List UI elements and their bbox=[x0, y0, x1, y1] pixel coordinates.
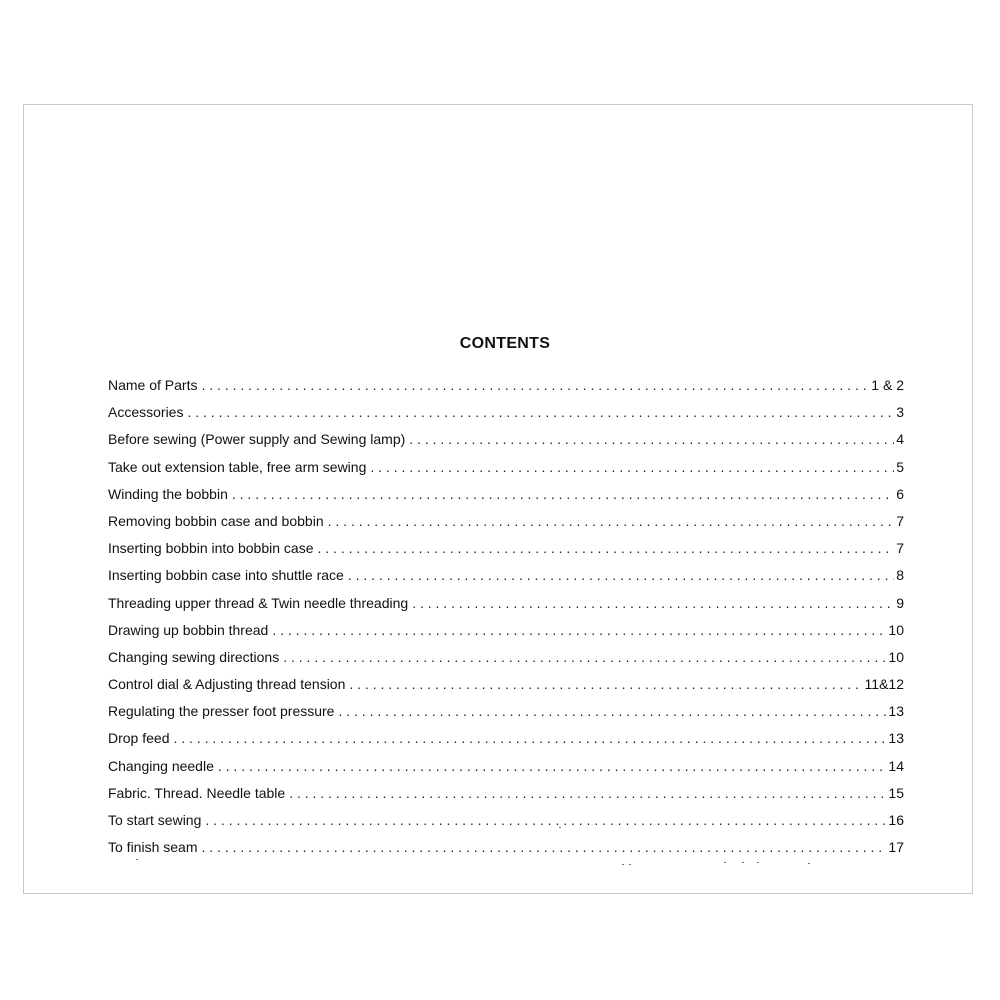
toc-entry-label: Drop feed bbox=[108, 730, 170, 747]
toc-entry bbox=[108, 486, 904, 513]
toc-entry-page: 9 bbox=[896, 594, 904, 611]
dot-leader bbox=[201, 377, 869, 393]
toc-entry-page: 15 bbox=[888, 784, 904, 801]
toc-entry-label: Regulating the presser foot pressure bbox=[108, 703, 335, 720]
toc-entry-label: Removing bobbin case and bobbin bbox=[108, 512, 324, 529]
toc-entry-page: 10 bbox=[888, 648, 904, 665]
toc-entry-label: Winding the bobbin bbox=[108, 485, 228, 502]
table-of-contents bbox=[108, 377, 904, 866]
toc-entry-page: 6 bbox=[896, 485, 904, 502]
toc-entry-page: 5 bbox=[896, 458, 904, 475]
scan-speck bbox=[808, 863, 810, 864]
dot-leader bbox=[328, 513, 895, 529]
toc-entry-page: 3 bbox=[896, 404, 904, 421]
dot-leader bbox=[187, 404, 894, 420]
toc-entry bbox=[108, 622, 904, 649]
toc-entry bbox=[108, 377, 904, 404]
scan-speck bbox=[559, 827, 561, 828]
toc-entry-label: Changing sewing directions bbox=[108, 648, 280, 665]
toc-entry-label: Threading upper thread & Twin needle threading bbox=[108, 594, 409, 611]
scan-speck bbox=[724, 862, 726, 863]
toc-entry-page: 14 bbox=[888, 757, 904, 774]
dot-leader bbox=[348, 567, 894, 583]
dot-leader bbox=[412, 595, 894, 611]
dot-leader bbox=[283, 649, 886, 665]
dot-leader bbox=[218, 758, 887, 774]
toc-entry bbox=[108, 459, 904, 486]
toc-entry-label: To finish seam bbox=[108, 839, 198, 856]
toc-entry-page: 10 bbox=[888, 621, 904, 638]
dot-leader bbox=[289, 785, 886, 801]
dot-leader bbox=[370, 459, 894, 475]
toc-entry-label: Inserting bobbin case into shuttle race bbox=[108, 567, 344, 584]
toc-entry-label: Fabric. Thread. Needle table bbox=[108, 784, 286, 801]
toc-entry-label: Control dial & Adjusting thread tension bbox=[108, 676, 346, 693]
toc-entry bbox=[108, 812, 904, 839]
toc-entry-label: Before sewing (Power supply and Sewing lamp) bbox=[108, 431, 406, 448]
toc-entry bbox=[108, 431, 904, 458]
toc-entry-page: 8 bbox=[896, 567, 904, 584]
scan-speck bbox=[622, 864, 624, 865]
toc-entry bbox=[108, 567, 904, 594]
toc-entry-page: 7 bbox=[896, 512, 904, 529]
dot-leader bbox=[272, 622, 886, 638]
scan-speck bbox=[136, 859, 138, 860]
toc-entry-label: Accessories bbox=[108, 404, 184, 421]
scan-speck bbox=[757, 862, 759, 863]
scan-speck bbox=[629, 864, 631, 865]
toc-entry-page: 11&12 bbox=[864, 676, 904, 693]
toc-entry bbox=[108, 703, 904, 730]
toc-entry-page: 16 bbox=[888, 812, 904, 828]
toc-entry bbox=[108, 839, 904, 866]
toc-entry-page: 7 bbox=[896, 540, 904, 557]
document-sheet bbox=[23, 104, 973, 894]
contents-title: CONTENTS bbox=[459, 335, 551, 352]
scan-speck bbox=[742, 862, 744, 863]
toc-entry-page: 13 bbox=[888, 703, 904, 720]
toc-entry-label: Take out extension table, free arm sewing bbox=[108, 458, 367, 475]
toc-entry bbox=[108, 758, 904, 785]
toc-entry-label: To start sewing bbox=[108, 812, 202, 828]
dot-leader bbox=[338, 703, 886, 719]
toc-entry-page: 13 bbox=[888, 730, 904, 747]
dot-leader bbox=[317, 540, 894, 556]
toc-entry bbox=[108, 730, 904, 757]
dot-leader bbox=[232, 486, 894, 502]
dot-leader bbox=[173, 730, 886, 746]
toc-entry-label: Name of Parts bbox=[108, 377, 198, 393]
toc-entry-page: 4 bbox=[896, 431, 904, 448]
toc-entry bbox=[108, 785, 904, 812]
toc-entry bbox=[108, 595, 904, 622]
toc-entry bbox=[108, 404, 904, 431]
toc-entry bbox=[108, 513, 904, 540]
toc-entry-label: Drawing up bobbin thread bbox=[108, 621, 269, 638]
toc-entry-label: Inserting bobbin into bobbin case bbox=[108, 540, 314, 557]
dot-leader bbox=[409, 431, 894, 447]
dot-leader bbox=[349, 676, 862, 692]
toc-entry bbox=[108, 649, 904, 676]
dot-leader bbox=[205, 812, 886, 828]
dot-leader bbox=[201, 839, 886, 855]
toc-entry-page: 17 bbox=[888, 839, 904, 856]
toc-entry bbox=[108, 540, 904, 567]
toc-entry-page: 1 & 2 bbox=[871, 377, 904, 393]
toc-entry bbox=[108, 676, 904, 703]
toc-entry-label: Changing needle bbox=[108, 757, 214, 774]
